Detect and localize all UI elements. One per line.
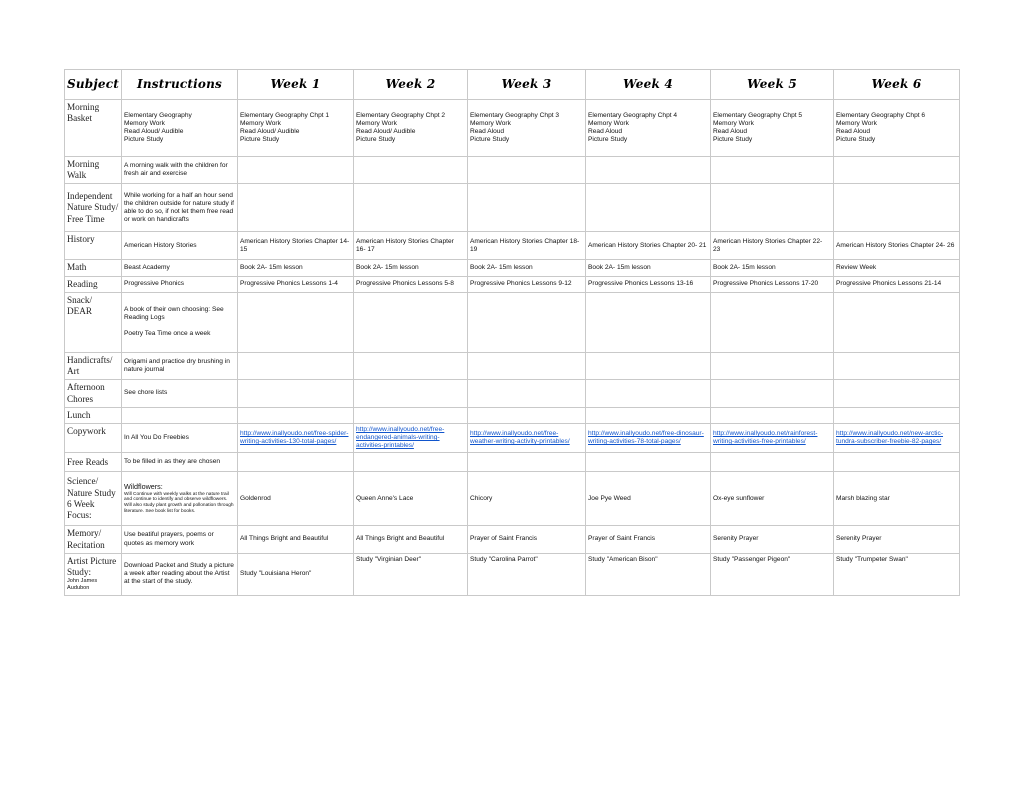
- subject-cell: [65, 553, 122, 595]
- week-4-cell: [586, 423, 711, 452]
- instructions-cell: See chore lists: [122, 380, 238, 407]
- week-1-cell: Goldenrod: [238, 472, 354, 526]
- week-1-cell: [238, 184, 354, 232]
- week-6-cell: Progressive Phonics Lessons 21-14: [834, 276, 960, 292]
- week-5-cell: [711, 352, 834, 379]
- subject-cell: Copywork: [65, 423, 122, 452]
- instructions-cell: Progressive Phonics: [122, 276, 238, 292]
- week-2-cell: Study "Virginian Deer": [354, 553, 468, 595]
- week-1-cell: [238, 352, 354, 379]
- subject-cell: Reading: [65, 276, 122, 292]
- copywork-link[interactable]: http://www.inallyoudo.net/new-arctic-tundra-subscriber-freebie-82-pages/: [836, 430, 944, 446]
- header-week-1: Week 1: [238, 70, 354, 100]
- instructions-cell: In All You Do Freebies: [122, 423, 238, 452]
- week-6-cell: [834, 352, 960, 379]
- week-1-cell: [238, 292, 354, 352]
- subject-cell: Lunch: [65, 407, 122, 423]
- week-4-cell: Elementary Geography Chpt 4 Memory Work Read Aloud Picture Study: [586, 100, 711, 157]
- instructions-cell: Elementary Geography Memory Work Read Aloud/ Audible Picture Study: [122, 100, 238, 157]
- week-4-cell: Joe Pye Weed: [586, 472, 711, 526]
- week-6-cell: [834, 184, 960, 232]
- week-3-cell: American History Stories Chapter 18- 19: [468, 232, 586, 260]
- week-6-cell: [834, 453, 960, 472]
- week-5-cell: [711, 423, 834, 452]
- row-handicrafts: [65, 352, 960, 379]
- week-1-cell: Elementary Geography Chpt 1 Memory Work Read Aloud/ Audible Picture Study: [238, 100, 354, 157]
- week-2-cell: [354, 407, 468, 423]
- week-4-cell: [586, 407, 711, 423]
- week-2-cell: [354, 157, 468, 184]
- subject-cell: Handicrafts/ Art: [65, 352, 122, 379]
- week-6-cell: [834, 380, 960, 407]
- week-5-cell: Elementary Geography Chpt 5 Memory Work Read Aloud Picture Study: [711, 100, 834, 157]
- header-row: [65, 70, 960, 100]
- week-5-cell: [711, 184, 834, 232]
- instructions-cell: Use beatiful prayers, poems or quotes as memory work: [122, 526, 238, 553]
- week-6-cell: Elementary Geography Chpt 6 Memory Work Read Aloud Picture Study: [834, 100, 960, 157]
- instructions-cell: While working for a half an hour send the children outside for nature study if able to do so, if not let them free read or work on handicrafts: [122, 184, 238, 232]
- week-5-cell: [711, 407, 834, 423]
- week-1-cell: Study "Louisiana Heron": [238, 553, 354, 595]
- instructions-cell: Download Packet and Study a picture a week after reading about the Artist at the start of the study.: [122, 553, 238, 595]
- week-2-cell: Elementary Geography Chpt 2 Memory Work Read Aloud/ Audible Picture Study: [354, 100, 468, 157]
- week-4-cell: [586, 184, 711, 232]
- week-5-cell: Serenity Prayer: [711, 526, 834, 553]
- instructions-cell: To be filled in as they are chosen: [122, 453, 238, 472]
- row-history: [65, 232, 960, 260]
- week-3-cell: Chicory: [468, 472, 586, 526]
- week-4-cell: Prayer of Saint Francis: [586, 526, 711, 553]
- copywork-link[interactable]: http://www.inallyoudo.net/free-dinosaur-writing-activities-78-total-pages/: [588, 430, 704, 446]
- subject-cell: Independent Nature Study/ Free Time: [65, 184, 122, 232]
- week-6-cell: [834, 407, 960, 423]
- week-4-cell: [586, 292, 711, 352]
- week-5-cell: Study "Passenger Pigeon": [711, 553, 834, 595]
- header-week-5: Week 5: [711, 70, 834, 100]
- week-2-cell: [354, 292, 468, 352]
- instructions-cell: A morning walk with the children for fresh air and exercise: [122, 157, 238, 184]
- instructions-cell: [122, 472, 238, 526]
- week-4-cell: American History Stories Chapter 20- 21: [586, 232, 711, 260]
- week-2-cell: [354, 352, 468, 379]
- subject-cell: Snack/ DEAR: [65, 292, 122, 352]
- instructions-cell: Beast Academy: [122, 260, 238, 276]
- subject-artist-name: John James Audubon: [67, 578, 98, 591]
- week-6-cell: [834, 157, 960, 184]
- row-free-reads: [65, 453, 960, 472]
- row-morning-basket: [65, 100, 960, 157]
- row-reading: [65, 276, 960, 292]
- subject-cell: Math: [65, 260, 122, 276]
- homeschool-plan-table: [64, 69, 960, 596]
- row-independent-nature-study: [65, 184, 960, 232]
- week-6-cell: [834, 423, 960, 452]
- week-3-cell: [468, 453, 586, 472]
- subject-cell: Morning Walk: [65, 157, 122, 184]
- week-4-cell: [586, 352, 711, 379]
- week-1-cell: [238, 380, 354, 407]
- row-afternoon-chores: [65, 380, 960, 407]
- row-snack-dear: [65, 292, 960, 352]
- header-week-6: Week 6: [834, 70, 960, 100]
- week-5-cell: Ox-eye sunflower: [711, 472, 834, 526]
- week-3-cell: Study "Carolina Parrot": [468, 553, 586, 595]
- week-1-cell: [238, 407, 354, 423]
- subject-cell: Morning Basket: [65, 100, 122, 157]
- week-4-cell: Study "American Bison": [586, 553, 711, 595]
- header-instructions: Instructions: [122, 70, 238, 100]
- week-2-cell: [354, 453, 468, 472]
- header-week-2: Week 2: [354, 70, 468, 100]
- copywork-link[interactable]: http://www.inallyoudo.net/rainforest-writing-activities-free-printables/: [713, 430, 818, 446]
- week-3-cell: [468, 352, 586, 379]
- week-3-cell: Progressive Phonics Lessons 9-12: [468, 276, 586, 292]
- week-1-cell: [238, 423, 354, 452]
- week-4-cell: Progressive Phonics Lessons 13-16: [586, 276, 711, 292]
- week-3-cell: [468, 292, 586, 352]
- row-math: [65, 260, 960, 276]
- week-2-cell: [354, 184, 468, 232]
- week-2-cell: American History Stories Chapter 16- 17: [354, 232, 468, 260]
- week-6-cell: Study "Trumpeter Swan": [834, 553, 960, 595]
- week-2-cell: [354, 423, 468, 452]
- week-5-cell: [711, 380, 834, 407]
- subject-cell: Afternoon Chores: [65, 380, 122, 407]
- week-5-cell: [711, 157, 834, 184]
- week-5-cell: [711, 453, 834, 472]
- row-memory-recitation: [65, 526, 960, 553]
- week-3-cell: [468, 380, 586, 407]
- row-copywork: [65, 423, 960, 452]
- week-3-cell: Prayer of Saint Francis: [468, 526, 586, 553]
- week-3-cell: Elementary Geography Chpt 3 Memory Work Read Aloud Picture Study: [468, 100, 586, 157]
- week-1-cell: Book 2A- 15m lesson: [238, 260, 354, 276]
- week-2-cell: [354, 380, 468, 407]
- week-1-cell: Progressive Phonics Lessons 1-4: [238, 276, 354, 292]
- subject-cell: Free Reads: [65, 453, 122, 472]
- week-2-cell: All Things Bright and Beautiful: [354, 526, 468, 553]
- instructions-detail: Will Continue with weekly walks at the nature trail and continue to identify and observe wildflowers. Will also study plant growth and pollonation through literature. See book list for books.: [124, 491, 234, 514]
- copywork-link[interactable]: http://www.inallyoudo.net/free-weather-writing-activity-printables/: [470, 430, 570, 446]
- week-1-cell: [238, 157, 354, 184]
- week-6-cell: Review Week: [834, 260, 960, 276]
- week-4-cell: [586, 453, 711, 472]
- week-3-cell: [468, 184, 586, 232]
- week-1-cell: [238, 453, 354, 472]
- week-4-cell: [586, 380, 711, 407]
- week-2-cell: Book 2A- 15m lesson: [354, 260, 468, 276]
- row-artist-picture-study: [65, 553, 960, 595]
- week-3-cell: [468, 407, 586, 423]
- subject-cell: History: [65, 232, 122, 260]
- week-1-cell: American History Stories Chapter 14- 15: [238, 232, 354, 260]
- week-5-cell: American History Stories Chapter 22- 23: [711, 232, 834, 260]
- week-3-cell: [468, 423, 586, 452]
- week-3-cell: [468, 157, 586, 184]
- week-2-cell: Progressive Phonics Lessons 5-8: [354, 276, 468, 292]
- instructions-cell: American History Stories: [122, 232, 238, 260]
- week-6-cell: Marsh blazing star: [834, 472, 960, 526]
- row-morning-walk: [65, 157, 960, 184]
- copywork-link[interactable]: http://www.inallyoudo.net/free-endangered-animals-writing-activities-printables/: [356, 425, 445, 450]
- subject-cell: Memory/ Recitation: [65, 526, 122, 553]
- subject-cell: Science/ Nature Study 6 Week Focus:: [65, 472, 122, 526]
- instructions-cell: Origami and practice dry brushing in nature journal: [122, 352, 238, 379]
- week-1-cell: All Things Bright and Beautiful: [238, 526, 354, 553]
- week-6-cell: American History Stories Chapter 24- 26: [834, 232, 960, 260]
- week-6-cell: [834, 292, 960, 352]
- week-4-cell: Book 2A- 15m lesson: [586, 260, 711, 276]
- subject-label: Artist Picture Study:: [67, 555, 117, 577]
- week-4-cell: [586, 157, 711, 184]
- week-5-cell: Book 2A- 15m lesson: [711, 260, 834, 276]
- row-lunch: [65, 407, 960, 423]
- header-subject: Subject: [65, 70, 122, 100]
- copywork-link[interactable]: http://www.inallyoudo.net/free-spider-writing-activities-130-total-pages/: [240, 430, 349, 446]
- instructions-cell: A book of their own choosing: See Reading Logs Poetry Tea Time once a week: [122, 292, 238, 352]
- instructions-title: Wildflowers:: [124, 481, 163, 491]
- week-6-cell: Serenity Prayer: [834, 526, 960, 553]
- header-week-4: Week 4: [586, 70, 711, 100]
- week-5-cell: Progressive Phonics Lessons 17-20: [711, 276, 834, 292]
- row-science-nature-study: [65, 472, 960, 526]
- week-5-cell: [711, 292, 834, 352]
- instructions-cell: [122, 407, 238, 423]
- week-3-cell: Book 2A- 15m lesson: [468, 260, 586, 276]
- header-week-3: Week 3: [468, 70, 586, 100]
- week-2-cell: Queen Anne's Lace: [354, 472, 468, 526]
